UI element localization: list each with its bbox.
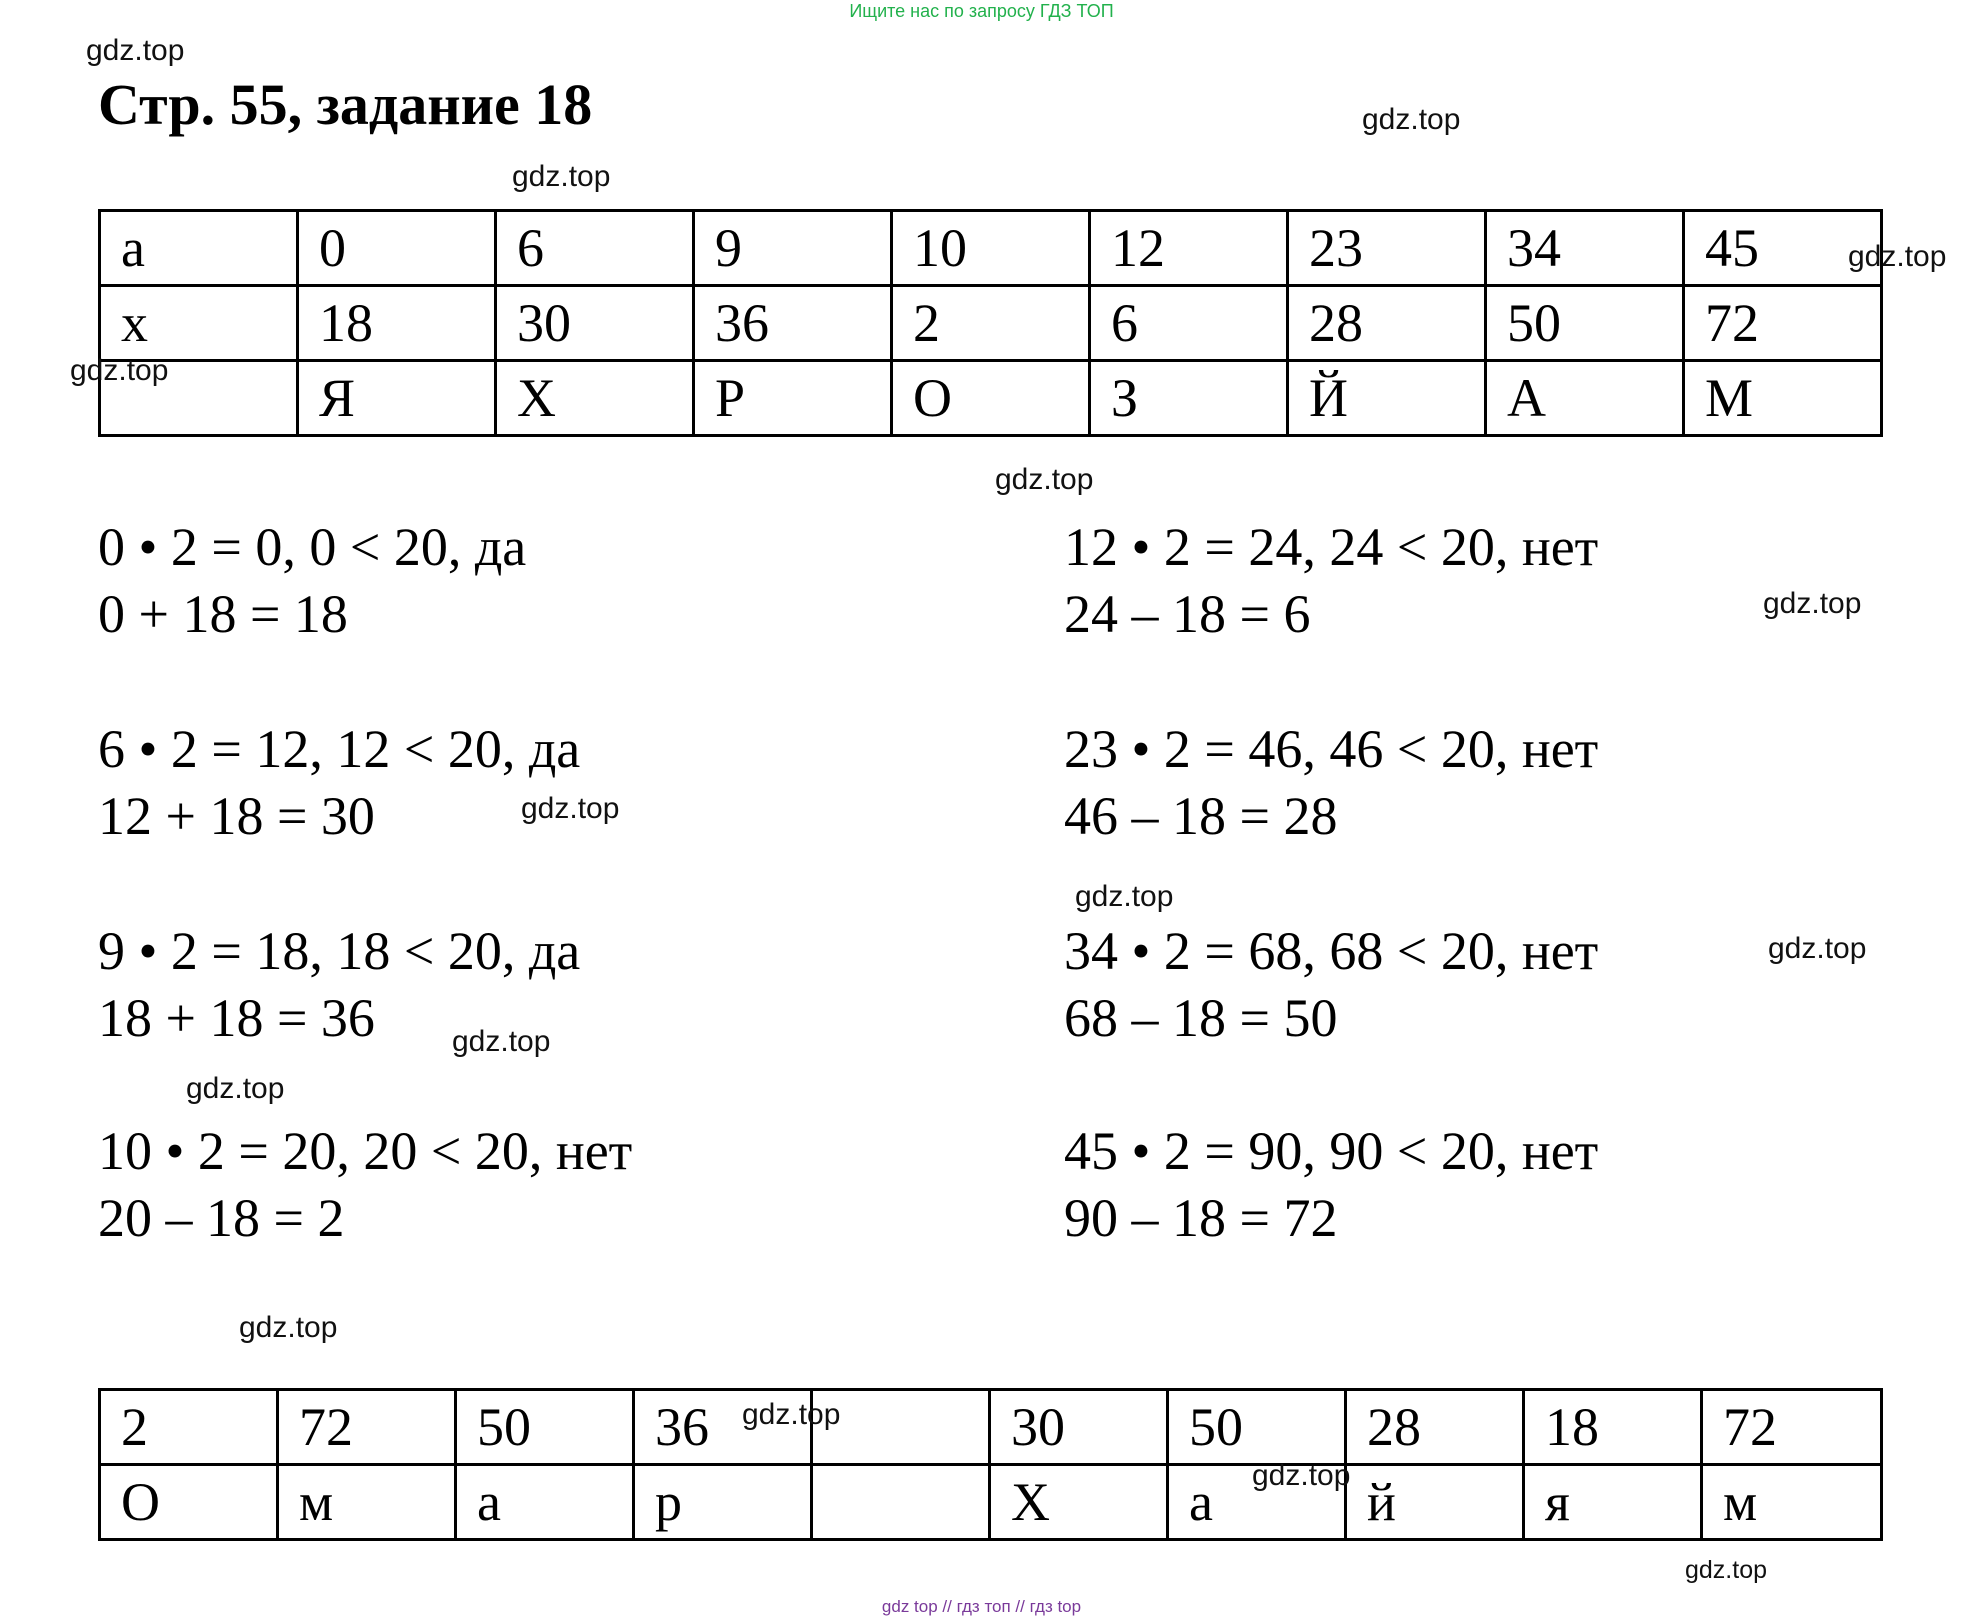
watermark: gdz.top [995,463,1094,496]
equation-line: 12 • 2 = 24, 24 < 20, нет [1064,517,1599,577]
table-cell: Х [496,361,694,436]
table-cell: 72 [1684,286,1882,361]
watermark: gdz.top [86,34,185,67]
equation-line: 20 – 18 = 2 [98,1188,345,1248]
values-table [98,209,1883,437]
table-cell: 30 [990,1390,1168,1465]
watermark: gdz.top [521,792,620,825]
table-cell: й [1346,1465,1524,1540]
equation-line: 18 + 18 = 36 [98,988,375,1048]
solution-block [1064,1118,1598,1252]
table-cell: 72 [278,1390,456,1465]
equation-line: 0 + 18 = 18 [98,584,348,644]
table-cell: 6 [1090,286,1288,361]
solution-block [98,716,580,850]
table-cell: 50 [456,1390,634,1465]
watermark: gdz.top [1362,103,1461,136]
table-cell: а [100,211,298,286]
table-cell: м [278,1465,456,1540]
watermark: gdz.top [1763,587,1862,620]
footer-links: gdz top // гдз топ // гдз top [881,1597,1082,1616]
equation-line: 23 • 2 = 46, 46 < 20, нет [1064,719,1599,779]
table-cell: р [634,1465,812,1540]
table-row [100,211,1882,286]
watermark: gdz.top [1685,1556,1768,1584]
watermark: gdz.top [70,354,169,387]
table-cell: 18 [298,286,496,361]
watermark: gdz.top [186,1072,285,1105]
table-cell: Х [990,1465,1168,1540]
table-cell: 50 [1168,1390,1346,1465]
equation-line: 68 – 18 = 50 [1064,988,1338,1048]
table-cell: х [100,286,298,361]
table-cell: я [1524,1465,1702,1540]
table-cell: 45 [1684,211,1882,286]
watermark: gdz.top [1848,240,1947,273]
table-cell: 72 [1702,1390,1882,1465]
table-cell: 34 [1486,211,1684,286]
equation-line: 12 + 18 = 30 [98,786,375,846]
table-cell: Я [298,361,496,436]
equation-line: 46 – 18 = 28 [1064,786,1338,846]
table-row [100,1465,1882,1540]
table-cell: О [892,361,1090,436]
watermark: gdz.top [512,160,611,193]
equation-line: 9 • 2 = 18, 18 < 20, да [98,921,581,981]
table-cell: 28 [1288,286,1486,361]
search-hint-banner: Ищите нас по запросу ГДЗ ТОП [849,1,1114,21]
table-row [100,361,1882,436]
table-cell: 2 [100,1390,278,1465]
table-cell: З [1090,361,1288,436]
table-row [100,1390,1882,1465]
equation-line: 0 • 2 = 0, 0 < 20, да [98,517,527,577]
table-cell [812,1465,990,1540]
equation-line: 6 • 2 = 12, 12 < 20, да [98,719,581,779]
equation-line: 90 – 18 = 72 [1064,1188,1338,1248]
table-cell: М [1684,361,1882,436]
solution-block [98,514,526,648]
table-cell: а [1168,1465,1346,1540]
table-cell: 18 [1524,1390,1702,1465]
table-cell: 50 [1486,286,1684,361]
watermark: gdz.top [239,1311,338,1344]
solution-block [1064,918,1598,1052]
table-cell: 2 [892,286,1090,361]
table-cell: 36 [634,1390,812,1465]
table-cell: А [1486,361,1684,436]
solution-block [1064,716,1598,850]
watermark: gdz.top [1768,932,1867,965]
table-cell: 9 [694,211,892,286]
watermark: gdz.top [1075,880,1174,913]
equation-line: 34 • 2 = 68, 68 < 20, нет [1064,921,1599,981]
solution-block [98,1118,632,1252]
table-cell: Й [1288,361,1486,436]
table-row [100,286,1882,361]
solution-block [1064,514,1598,648]
table-cell: а [456,1465,634,1540]
table-cell: 6 [496,211,694,286]
equation-line: 10 • 2 = 20, 20 < 20, нет [98,1121,633,1181]
table-cell: 23 [1288,211,1486,286]
table-cell: 10 [892,211,1090,286]
table-cell: Р [694,361,892,436]
equation-line: 24 – 18 = 6 [1064,584,1311,644]
table-cell: 28 [1346,1390,1524,1465]
table-cell: О [100,1465,278,1540]
table-cell: 36 [694,286,892,361]
equation-line: 45 • 2 = 90, 90 < 20, нет [1064,1121,1599,1181]
watermark: gdz.top [742,1398,841,1431]
table-cell: 30 [496,286,694,361]
page-title: Стр. 55, задание 18 [98,72,593,137]
table-cell: 0 [298,211,496,286]
watermark: gdz.top [452,1025,551,1058]
answer-table [98,1388,1883,1541]
table-cell: 12 [1090,211,1288,286]
watermark: gdz.top [1252,1459,1351,1492]
table-cell: м [1702,1465,1882,1540]
